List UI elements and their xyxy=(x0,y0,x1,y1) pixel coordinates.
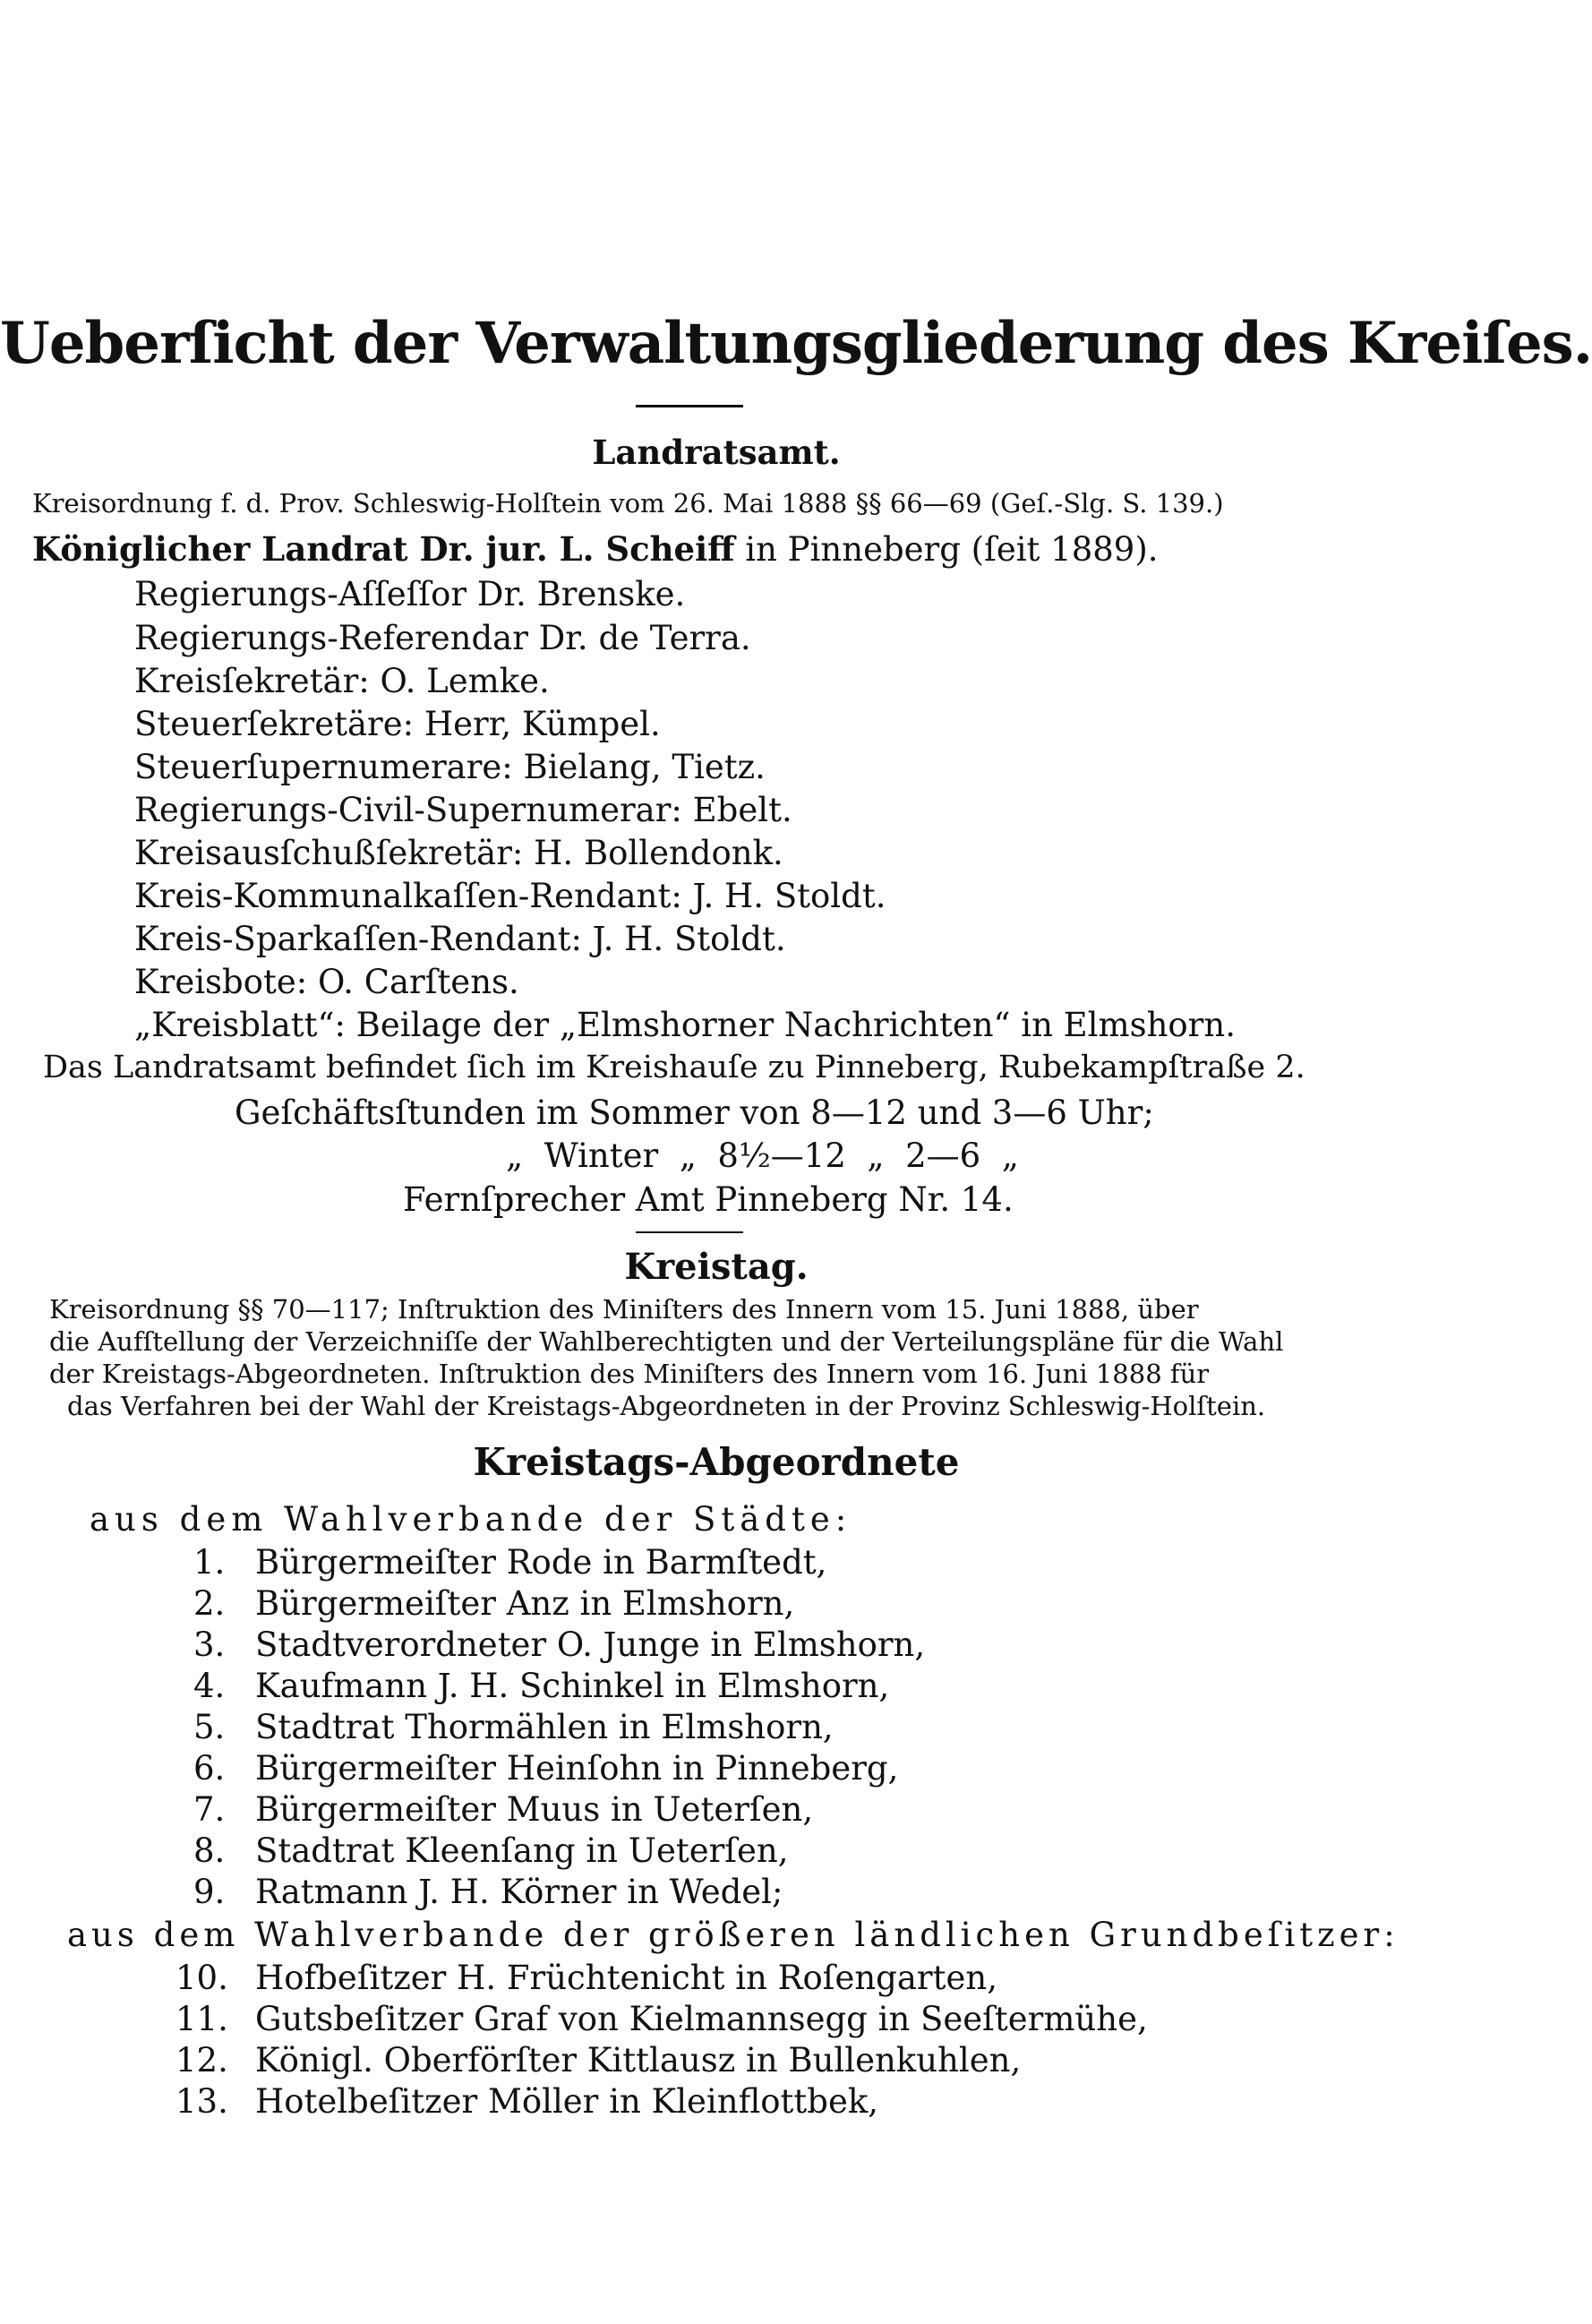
delegate-number: 4. xyxy=(193,1667,226,1705)
staff-entry: Kreisbote: O. Carſtens. xyxy=(134,963,519,1001)
staff-entry: Kreisausſchußſekretär: H. Bollendonk. xyxy=(134,834,783,872)
kreistag-legal-line: Kreisordnung §§ 70—117; Inſtruktion des Miniſters des Innern vom 15. Juni 1888, über xyxy=(49,1294,1199,1325)
delegate-entry: Gutsbeſitzer Graf von Kielmannsegg in Seeſtermühe, xyxy=(255,2000,1148,2038)
delegate-entry: Bürgermeiſter Rode in Barmſtedt, xyxy=(255,1543,827,1582)
delegate-entry: Ratmann J. H. Körner in Wedel; xyxy=(255,1873,783,1911)
staff-entry: Steuerſekretäre: Herr, Kümpel. xyxy=(134,705,661,743)
delegate-entry: Kaufmann J. H. Schinkel in Elmshorn, xyxy=(255,1667,890,1705)
delegate-entry: Stadtrat Kleenſang in Ueterſen, xyxy=(255,1831,789,1870)
delegate-number: 8. xyxy=(193,1831,226,1870)
office-hours-winter: „ Winter „ 8½—12 „ 2—6 „ xyxy=(506,1136,1019,1175)
delegate-number: 10. xyxy=(175,1959,228,1997)
staff-entry: Regierungs-Civil-Supernumerar: Ebelt. xyxy=(134,791,792,829)
delegate-number: 2. xyxy=(193,1584,226,1623)
delegate-number: 12. xyxy=(175,2041,228,2080)
delegate-number: 7. xyxy=(193,1790,226,1829)
section-divider xyxy=(636,1231,743,1233)
office-location: Das Landratsamt befindet ſich im Kreishauſe zu Pinneberg, Rubekampſtraße 2. xyxy=(43,1050,1305,1085)
delegates-heading: Kreistags-Abgeordnete xyxy=(473,1440,960,1484)
delegate-number: 6. xyxy=(193,1749,226,1788)
group-heading-landowners: aus dem Wahlverbande der größeren ländlichen Grundbeſitzer: xyxy=(67,1916,1399,1954)
delegate-number: 5. xyxy=(193,1708,226,1746)
kreistag-legal-line: die Aufſtellung der Verzeichniſſe der Wahlberechtigten und der Verteilungspläne für die Wahl xyxy=(49,1326,1284,1357)
kreisblatt-entry: „Kreisblatt“: Beilage der „Elmshorner Nachrichten“ in Elmshorn. xyxy=(134,1006,1236,1044)
delegate-number: 1. xyxy=(193,1543,226,1582)
landrat-name: Königlicher Landrat Dr. jur. L. Scheiff xyxy=(32,529,735,569)
delegate-entry: Stadtverordneter O. Junge in Elmshorn, xyxy=(255,1625,926,1664)
title-divider xyxy=(636,405,743,407)
staff-entry: Regierungs-Referendar Dr. de Terra. xyxy=(134,619,751,657)
staff-entry: Regierungs-Aſſeſſor Dr. Brenske. xyxy=(134,575,686,613)
section-heading-landratsamt: Landratsamt. xyxy=(592,433,841,472)
delegate-entry: Hofbeſitzer H. Früchtenicht in Roſengarten, xyxy=(255,1959,997,1997)
delegate-entry: Bürgermeiſter Heinſohn in Pinneberg, xyxy=(255,1749,899,1788)
landrat-location: in Pinneberg (ſeit 1889). xyxy=(734,530,1159,569)
page-title: Ueberſicht der Verwaltungsgliederung des Kreiſes. xyxy=(0,310,1592,377)
kreistag-legal-line: das Verfahren bei der Wahl der Kreistags-Abgeordneten in der Provinz Schleswig-Holſtein. xyxy=(67,1391,1266,1421)
office-hours-summer: Geſchäftsſtunden im Sommer von 8—12 und 3—6 Uhr; xyxy=(235,1093,1154,1132)
phone-number: Fernſprecher Amt Pinneberg Nr. 14. xyxy=(403,1180,1014,1219)
staff-entry: Kreisſekretär: O. Lemke. xyxy=(134,662,550,700)
delegate-entry: Bürgermeiſter Muus in Ueterſen, xyxy=(255,1790,814,1829)
section-heading-kreistag: Kreistag. xyxy=(624,1246,809,1288)
delegate-number: 9. xyxy=(193,1873,226,1911)
delegate-number: 13. xyxy=(175,2082,228,2121)
delegate-number: 3. xyxy=(193,1625,226,1664)
staff-entry: Kreis-Sparkaſſen-Rendant: J. H. Stoldt. xyxy=(134,920,786,958)
delegate-entry: Königl. Oberförſter Kittlausz in Bullenkuhlen, xyxy=(255,2041,1022,2080)
delegate-entry: Bürgermeiſter Anz in Elmshorn, xyxy=(255,1584,795,1623)
staff-entry: Kreis-Kommunalkaſſen-Rendant: J. H. Stoldt. xyxy=(134,877,886,915)
kreistag-legal-line: der Kreistags-Abgeordneten. Inſtruktion des Miniſters des Innern vom 16. Juni 1888 für xyxy=(49,1359,1210,1389)
delegate-entry: Hotelbeſitzer Möller in Kleinflottbek, xyxy=(255,2082,879,2121)
group-heading-cities: aus dem Wahlverbande der Städte: xyxy=(90,1500,852,1539)
legal-reference: Kreisordnung f. d. Prov. Schleswig-Holſtein vom 26. Mai 1888 §§ 66—69 (Geſ.-Slg. S. 139.) xyxy=(32,488,1224,519)
delegate-number: 11. xyxy=(175,2000,228,2038)
delegate-entry: Stadtrat Thormählen in Elmshorn, xyxy=(255,1708,834,1746)
staff-entry: Steuerſupernumerare: Bielang, Tietz. xyxy=(134,748,766,786)
landrat-line xyxy=(32,529,1159,569)
